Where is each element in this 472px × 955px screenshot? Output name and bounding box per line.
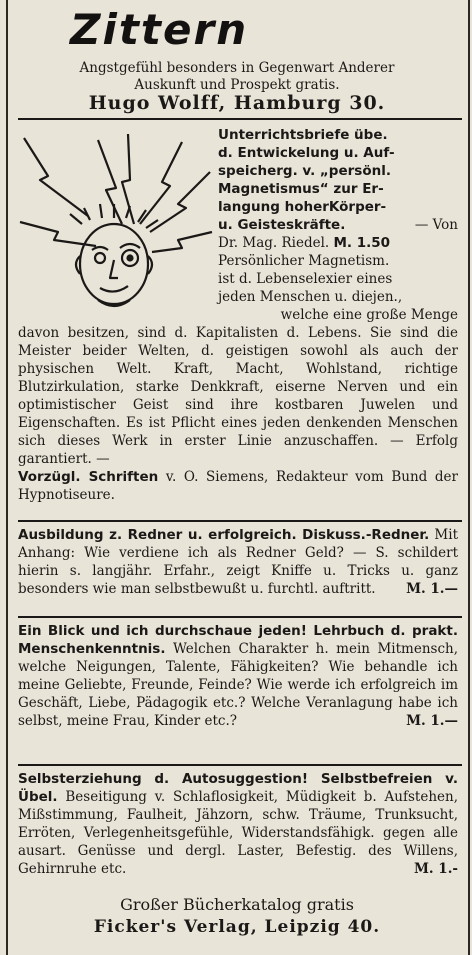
header-line-2: Auskunft und Prospekt gratis. (134, 77, 340, 93)
ad1-author: Dr. Mag. Riedel. (218, 235, 330, 251)
ad1-after-title: — Von (414, 217, 458, 233)
magnetism-head-illustration (18, 128, 214, 320)
header-line-1: Angstgefühl besonders in Gegenwart Anderer (79, 60, 395, 76)
ad1-body-text: davon besitzen, sind d. Kapitalisten d. Lebens. Sie sind die Meister beider Welten, d. geistigen sowohl als auch der physischen Welt. Kraft, Macht, Wohlstand, richtige Blutzirkulation, starke Denkkraft, eiserne Nerven und ein optimistischer Geist sind ihre kostbaren Juwelen und Eigenschaften. Es ist Pflicht eines jeden denkenden Menschen sich dieses Werk in erster Linie anzuschaffen. — Erfolg garantiert. — (18, 325, 458, 467)
ad1-title-line-4: Magnetismus“ zur Er- (218, 181, 384, 197)
ad3-body: Welchen Charakter h. mein Mitmensch, welche Neigungen, Talente, Fähigkeiten? Wie behandle ich meine Geliebte, Freunde, Feinde? Wie werde ich erfolgreich im Geschäft, Liebe, Pädagogik etc.? Welche Veranlagung habe ich selbst, meine Frau, Kinder etc.? (18, 641, 458, 729)
divider-ad2 (18, 520, 462, 522)
divider-ad3 (18, 616, 462, 618)
ad1-price: M. 1.50 (333, 235, 391, 251)
ad2 (18, 526, 458, 598)
ad1-intro (218, 126, 458, 324)
zittern-logo (40, 0, 440, 58)
logo-text: Zittern (70, 5, 249, 54)
publisher-line: Ficker's Verlag, Leipzig 40. (93, 917, 381, 937)
ad4 (18, 770, 458, 878)
right-border-rule (468, 0, 470, 955)
ad3-title: Ein Blick und ich durchschaue jeden! Lehrbuch d. prakt. Menschenkenntnis. (18, 623, 458, 657)
ad1-title-line-2: d. Entwickelung u. Auf- (218, 145, 395, 161)
ad3-price: M. 1.— (406, 713, 458, 729)
ad1-footer-rest: v. O. Siemens, Redakteur vom Bund der Hypnotiseure. (18, 469, 458, 503)
ad1-intro-line-2: ist d. Lebenselexier eines (218, 271, 393, 287)
ad1-intro-line-1: Persönlicher Magnetism. (218, 253, 390, 269)
left-border-rule (6, 0, 8, 955)
ad2-body: Mit Anhang: Wie verdiene ich als Redner Geld? — S. schildert hierin s. langjähr. Erfahr., zeigt Kniffe u. Tricks u. ganz besonders wie man selbstbewußt u. furchtl. auftritt. (18, 527, 458, 597)
ad4-body: Beseitigung v. Schlaflosigkeit, Müdigkeit b. Aufstehen, Mißstimmung, Faulheit, Jähzorn, schw. Träume, Trunksucht, Erröten, Verlegenheitsgefühle, Widerstandsfähigk. gegen alle ausart. Genüsse und dergl. Laster, Befestig. des Willens, Gehirnruhe etc. (18, 789, 458, 877)
ad2-title: Ausbildung z. Redner u. erfolgreich. Diskuss.-Redner. (18, 527, 430, 543)
ad1-title-line-6: u. Geisteskräfte. (218, 217, 346, 233)
header-company: Hugo Wolff, Hamburg 30. (88, 92, 386, 114)
ad1-footer-bold: Vorzügl. Schriften (18, 469, 159, 485)
ad1-title-line-1: Unterrichtsbriefe übe. (218, 127, 388, 143)
ad1-title-line-5: langung hoherKörper- (218, 199, 387, 215)
ad1-title-line-3: speicherg. v. „persönl. (218, 163, 391, 179)
ad4-title: Selbsterziehung d. Autosuggestion! Selbstbefreien v. Übel. (18, 771, 458, 805)
catalog-line: Großer Bücherkatalog gratis (120, 895, 354, 914)
ad4-price: M. 1.- (413, 861, 458, 877)
ad2-price: M. 1.— (406, 581, 458, 597)
ad1-intro-line-4: welche eine große Menge (280, 307, 458, 323)
divider-top (18, 118, 462, 120)
divider-ad4 (18, 764, 462, 766)
ad1-intro-line-3: jeden Menschen u. diejen., (218, 289, 403, 305)
ad1-body (18, 324, 458, 504)
ad3 (18, 622, 458, 730)
